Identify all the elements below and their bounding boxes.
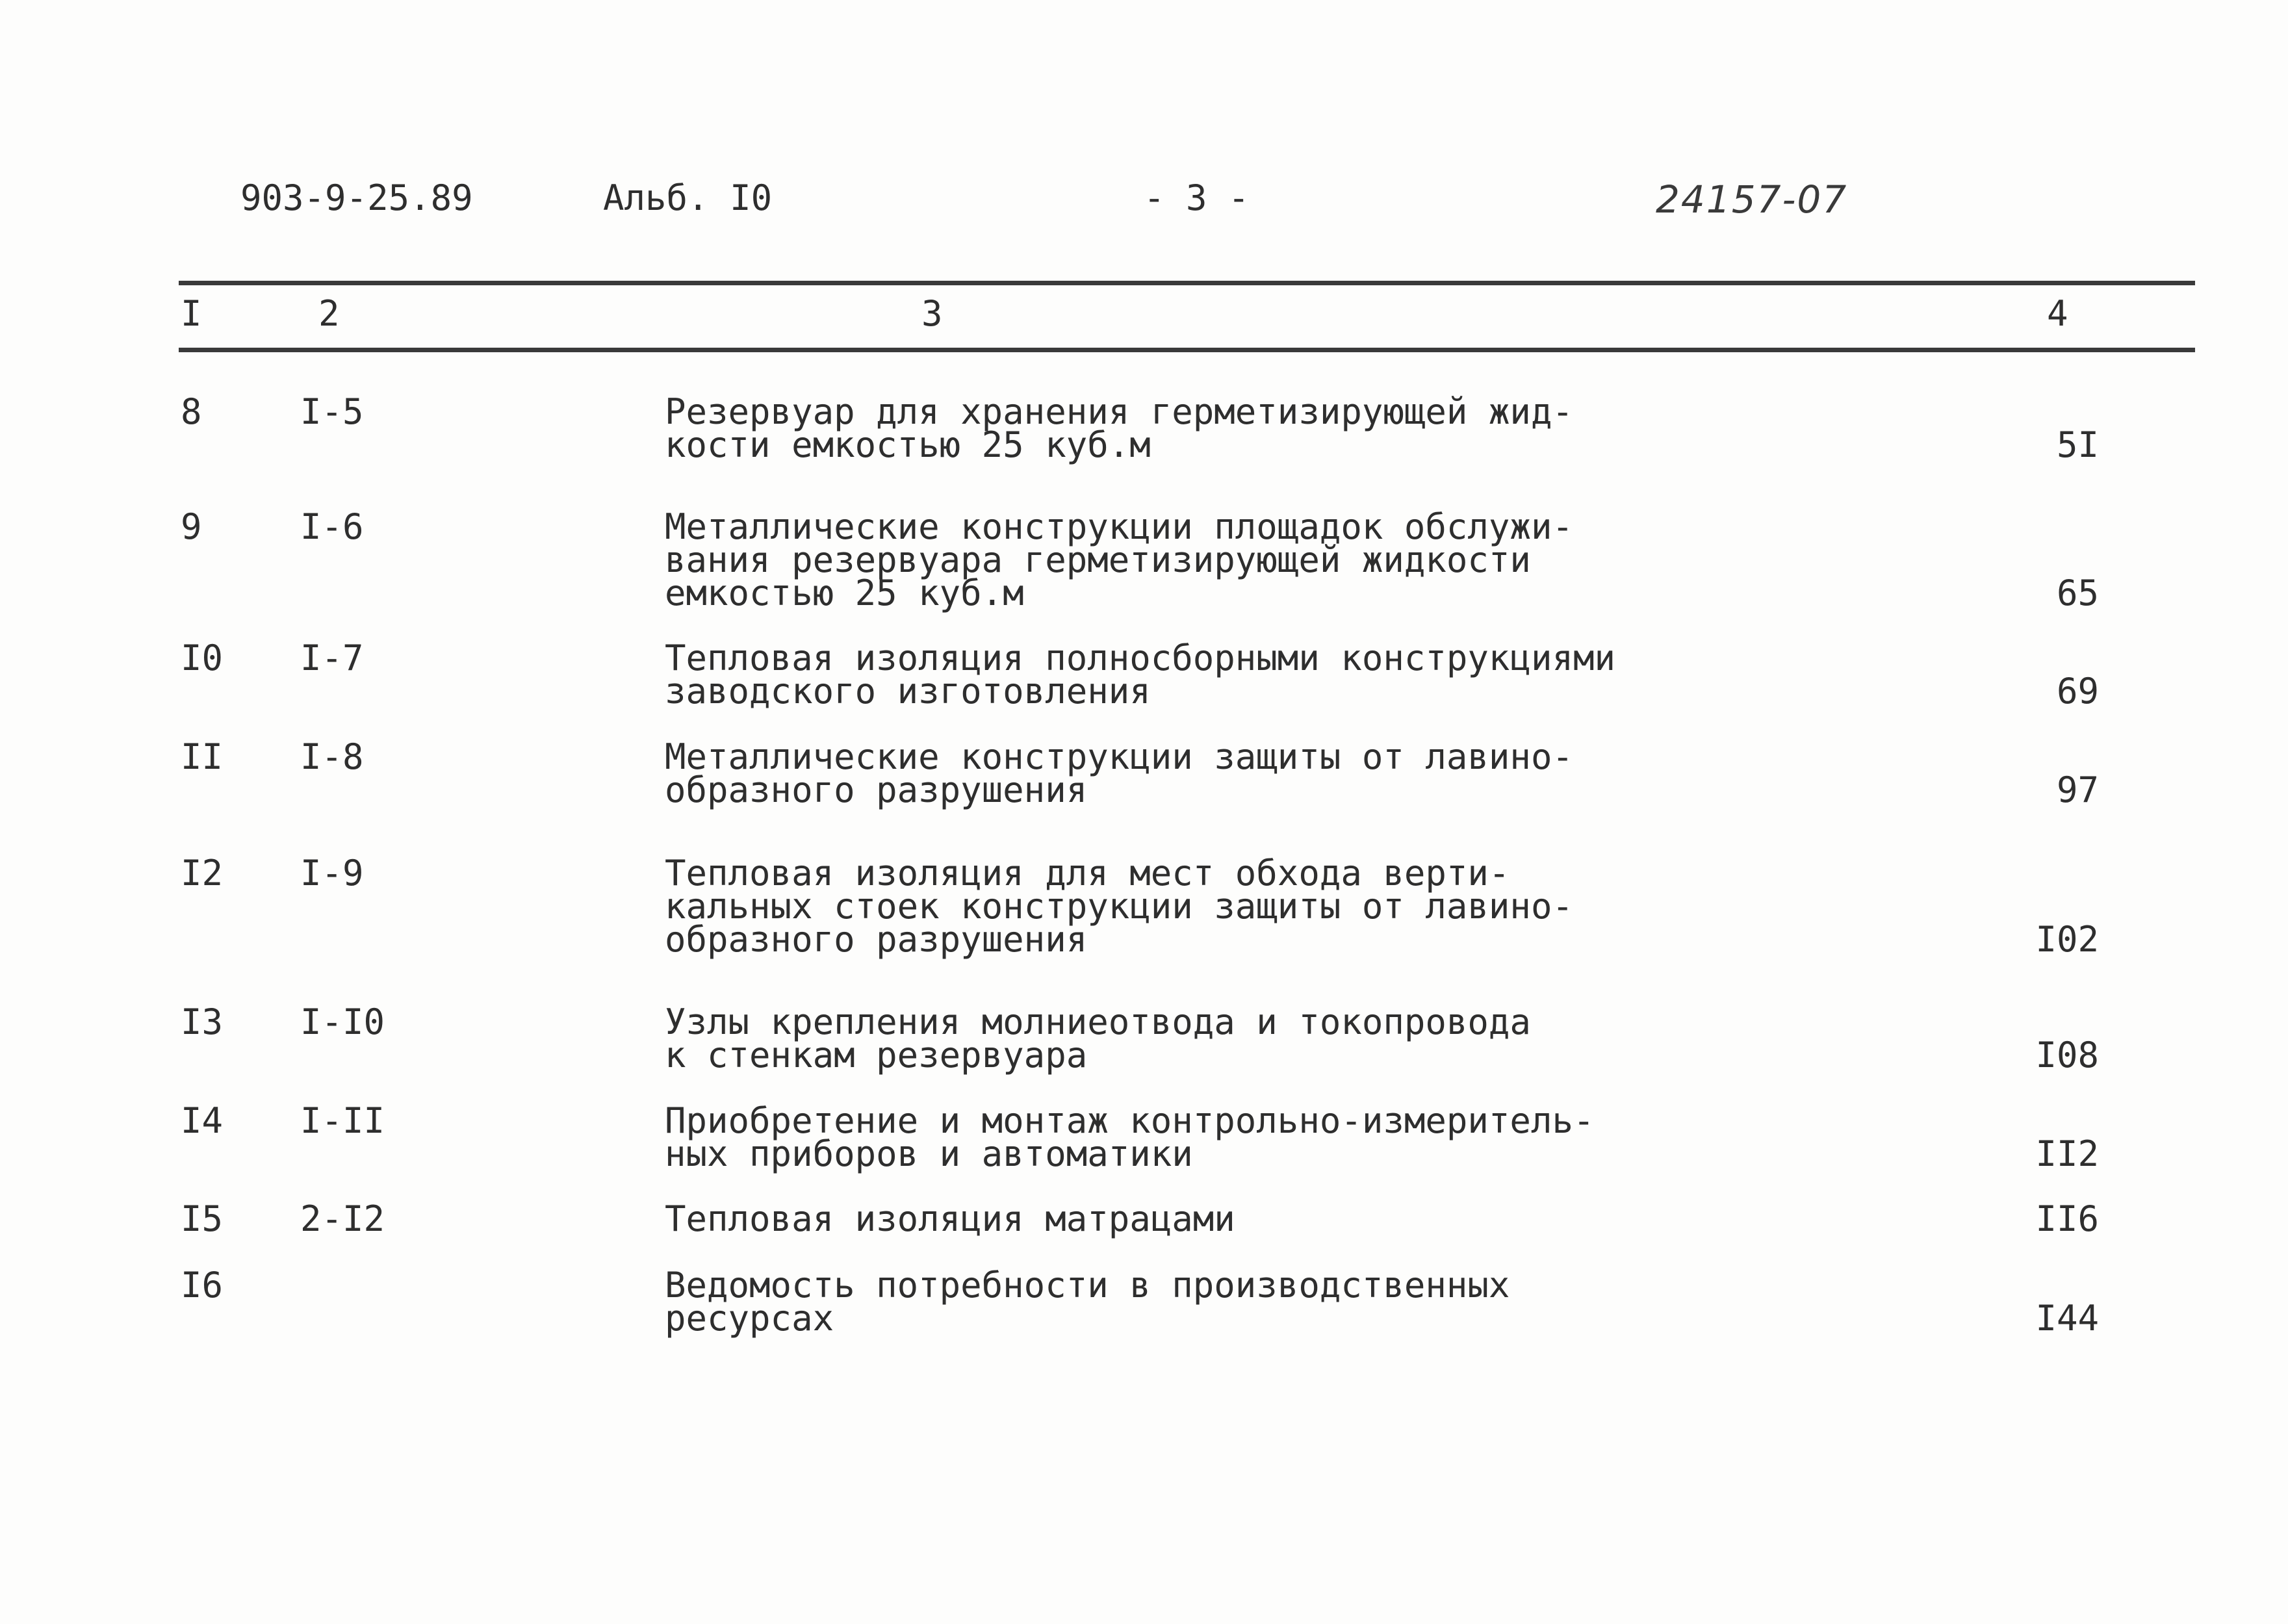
row-code: I-6 [300,506,364,547]
row-number: I0 [181,638,224,678]
row-code: I-5 [300,391,364,432]
page-number: - 3 - [1144,177,1250,218]
row-number: I4 [181,1100,224,1141]
row-page: I08 [2035,1035,2099,1076]
column-header-1: I [181,293,202,334]
row-description: Резервуар для хранения герметизирующей жид- кости емкостью 25 куб.м [665,391,1573,465]
row-description: Приобретение и монтаж контрольно-измеритель- ных приборов и автоматики [665,1100,1595,1174]
row-code: I-I0 [300,1001,385,1042]
album-number: Альб. I0 [603,177,773,218]
row-description: Узлы крепления молниеотвода и токопровода к стенкам резервуара [665,1001,1531,1076]
row-page: 65 [2056,573,2099,613]
row-code: I-9 [300,853,364,894]
row-page: 5I [2056,424,2099,465]
row-description: Металлические конструкции площадок обслужи- вания резервуара герметизирующей жидкости емкостью 25 куб.м [665,506,1573,613]
row-page: 69 [2056,671,2099,712]
row-number: I6 [181,1265,224,1306]
column-header-4: 4 [2047,293,2068,334]
row-code: I-8 [300,736,364,777]
row-description: Тепловая изоляция для мест обхода верти- кальных стоек конструкции защиты от лавино- образного разрушения [665,853,1573,960]
row-page: II6 [2035,1198,2099,1239]
row-number: 8 [181,391,202,432]
row-number: I2 [181,853,224,894]
row-page: I02 [2035,919,2099,960]
row-number: 9 [181,506,202,547]
row-page: 97 [2056,769,2099,810]
column-header-2: 2 [318,293,340,334]
row-number: II [181,736,224,777]
row-page: II2 [2035,1133,2099,1174]
table-top-rule [179,281,2195,285]
row-description: Металлические конструкции защиты от лавино- образного разрушения [665,736,1573,810]
row-code: I-7 [300,638,364,678]
row-code: I-II [300,1100,385,1141]
row-code: 2-I2 [300,1198,385,1239]
column-header-3: 3 [921,293,943,334]
row-page: I44 [2035,1298,2099,1339]
row-description: Тепловая изоляция полносборными конструкциями заводского изготовления [665,638,1615,712]
handwritten-inventory-number: 24157-07 [1656,177,1848,222]
row-number: I3 [181,1001,224,1042]
row-description: Тепловая изоляция матрацами [665,1198,1235,1239]
row-number: I5 [181,1198,224,1239]
document-code: 903-9-25.89 [240,177,473,218]
row-description: Ведомость потребности в производственных ресурсах [665,1265,1510,1339]
table-header-rule [179,348,2195,352]
